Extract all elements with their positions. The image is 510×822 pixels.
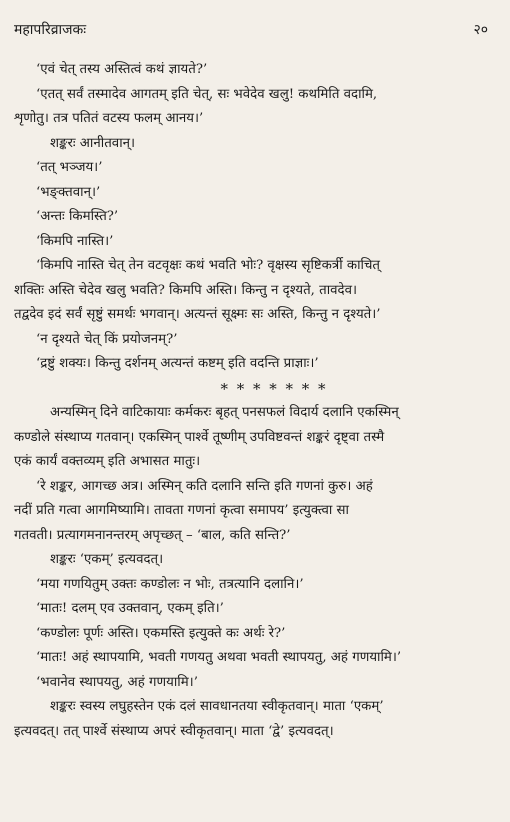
text-line: ‘कण्डोलः पूर्णः अस्ति। एकमस्ति इत्युक्ते कः अर्थः रे?’ (36, 625, 286, 641)
text-line: ‘किमपि नास्ति।’ (36, 233, 114, 249)
page-number: २० (473, 22, 488, 38)
text-line: ‘रे शङ्कर, आगच्छ अत्र। अस्मिन् कति दलानि सन्ति इति गणनां कुरु। अहं (36, 478, 373, 494)
text-line: तद्वदेव इदं सर्वं सृष्टुं समर्थः भगवान्। अत्यन्तं सूक्ष्मः सः अस्ति, किन्तु न दृश्यते।’ (14, 307, 381, 322)
text-line: ‘मातः! दलम् एव उक्तवान्, एकम् इति।’ (36, 601, 224, 616)
text-line: ‘किमपि नास्ति चेत् तेन वटवृक्षः कथं भवति भोः? वृक्षस्य सृष्टिकर्त्री काचित् (36, 258, 381, 273)
text-line: ‘अन्तः किमस्ति?’ (36, 209, 119, 224)
page-header (14, 20, 488, 39)
running-title: महापरिव्राजकः (14, 22, 87, 38)
text-line: कण्डोले संस्थाप्य गतवान्। एकस्मिन् पार्श्वे तूष्णीम् उपविष्टवन्तं शङ्करं दृष्ट्वा तस्मै (14, 429, 385, 445)
text-line: ‘मातः! अहं स्थापयामि, भवती गणयतु अथवा भवती स्थापयतु, अहं गणयामि।’ (36, 650, 402, 665)
text-line: गतवती। प्रत्यागमनानन्तरम् अपृच्छत् – ‘बाल, कति सन्ति?’ (14, 527, 291, 543)
text-line: ‘न दृश्यते चेत् किं प्रयोजनम्?’ (36, 331, 178, 347)
text-line: ‘एतत् सर्वं तस्मादेव आगतम् इति चेत्, सः भवेदेव खलु! कथमिति वदामि, (36, 86, 378, 102)
text-line: एकं कार्यं वक्तव्यम् इति अभासत मातुः। (14, 454, 201, 469)
text-line: ‘द्रष्टुं शक्यः। किन्तु दर्शनम् अत्यन्तं कष्टम् इति वदन्ति प्राज्ञाः।’ (36, 356, 319, 371)
text-line: अन्यस्मिन् दिने वाटिकायाः कर्मकरः बृहत् पनसफलं विदार्य दलानि एकस्मिन् (50, 405, 399, 420)
text-line: ‘तत् भञ्जय।’ (36, 160, 103, 175)
text-line: शक्तिः अस्ति चेदेव खलु भवति? किमपि अस्ति। किन्तु न दृश्यते, तावदेव। (14, 282, 358, 298)
text-line: शृणोतु। तत्र पतितं वटस्य फलम् आनय।’ (14, 111, 204, 126)
text-line: शङ्करः ‘एकम्’ इत्यवदत्। (50, 552, 164, 567)
text-line: ‘भङ्क्तवान्।’ (36, 184, 101, 200)
text-line: शङ्करः स्वस्य लघुहस्तेन एकं दलं सावधानतया स्वीकृतवान्। माता ‘एकम्’ (50, 699, 384, 714)
text-line: नदीं प्रति गत्वा आगमिष्यामि। तावता गणनां कृत्वा समापय’ इत्युक्त्वा सा (14, 503, 349, 518)
body-text (14, 58, 494, 744)
text-line: ‘भवानेव स्थापयतु, अहं गणयामि।’ (36, 674, 198, 690)
section-separator: * * * * * * * (220, 379, 328, 398)
text-line: ‘मया गणयितुम् उक्तः कण्डोलः न भोः, तत्रत्यानि दलानि।’ (36, 576, 304, 592)
text-line: ‘एवं चेत् तस्य अस्तित्वं कथं ज्ञायते?’ (36, 62, 208, 77)
text-line: इत्यवदत्। तत् पार्श्वे संस्थाप्य अपरं स्वीकृतवान्। माता ‘द्वे’ इत्यवदत्। (14, 723, 334, 739)
text-line: शङ्करः आनीतवान्। (50, 135, 136, 151)
